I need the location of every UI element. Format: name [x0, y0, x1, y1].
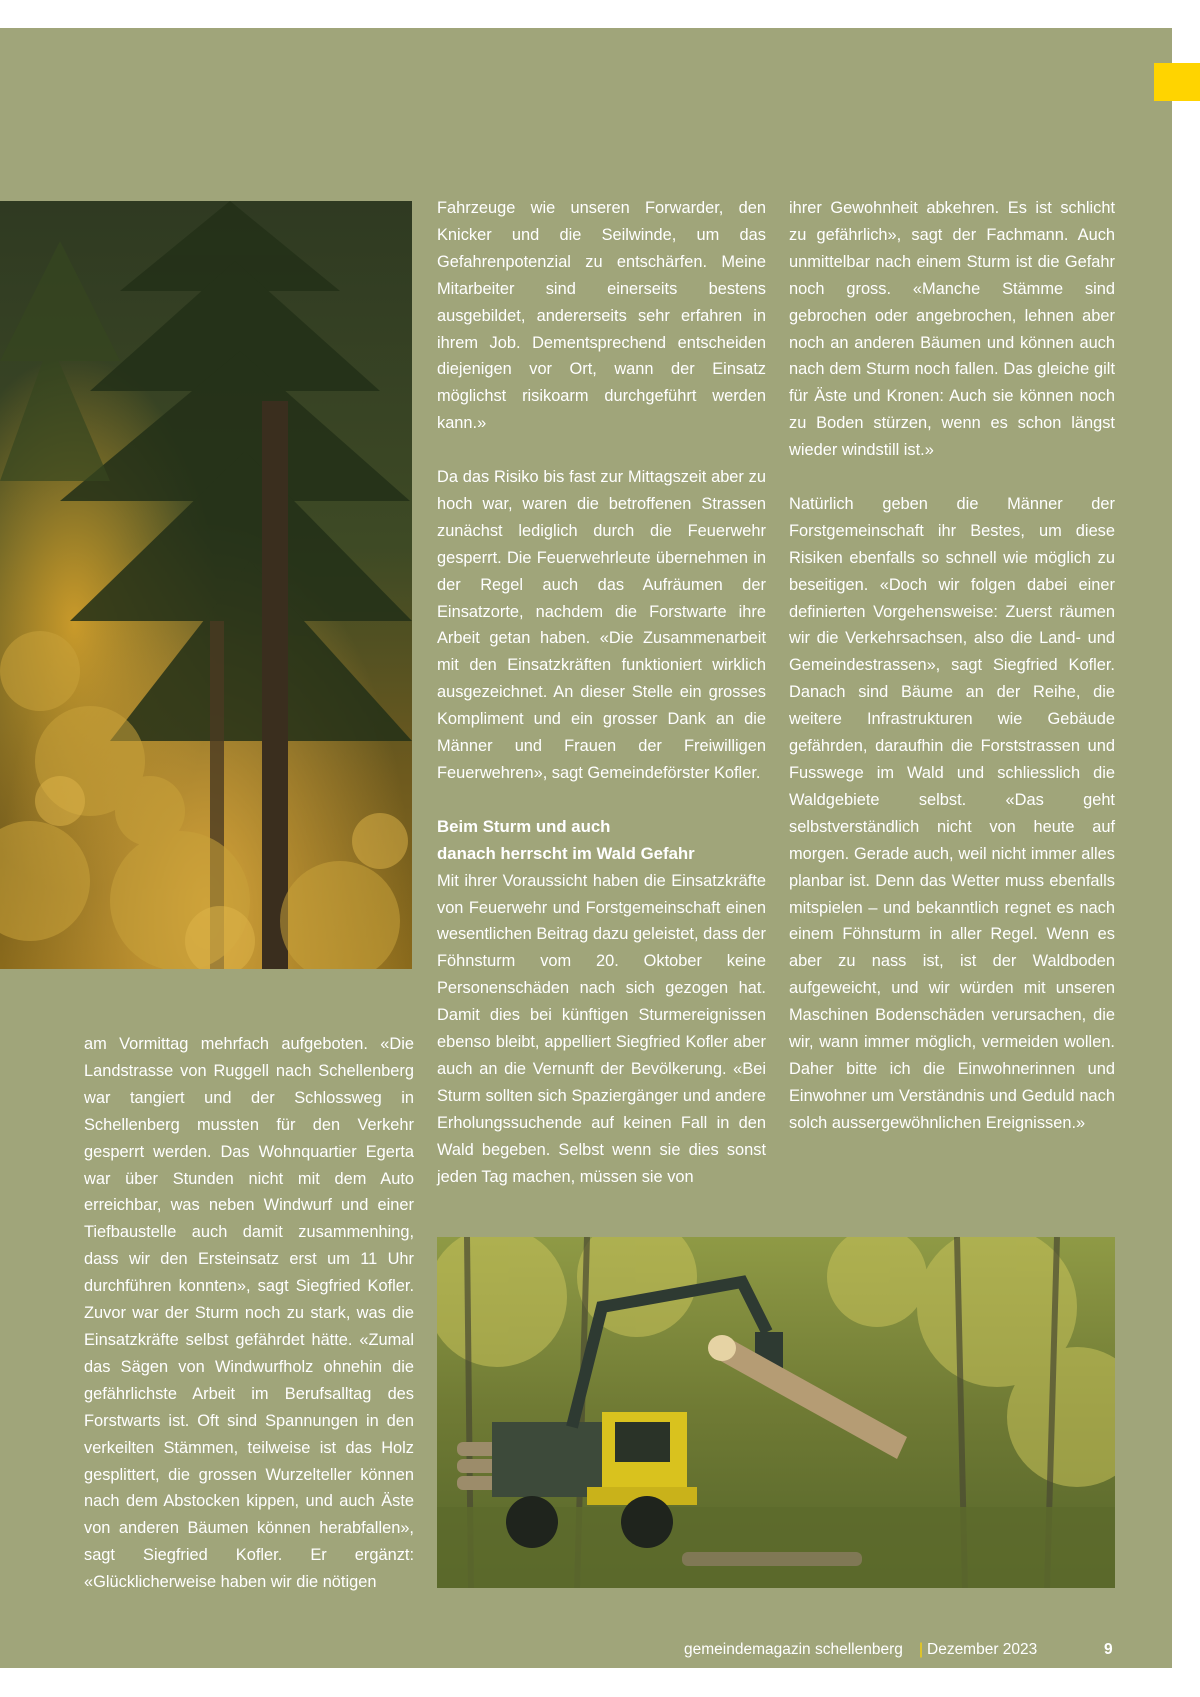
paragraph: Mit ihrer Voraussicht haben die Einsatzkräfte von Feuerwehr und Forstgemeinschaft einen wesentlichen Beitrag dazu geleistet, dass der Föhnsturm vom 20. Oktober keine Personenschäden nach sich gezogen hat. Damit dies bei künftigen Sturmereignissen ebenso bleibt, appelliert Siegfried Kofler aber auch an die Vernunft der Bevölkerung. «Bei Sturm sollten sich Spaziergänger und andere Erholungssuchende auf keinen Fall in den Wald begeben. Selbst wenn sie dies sonst jeden Tag machen, müssen sie von: [437, 871, 766, 1186]
text-column-2: [437, 195, 766, 1191]
paragraph: Da das Risiko bis fast zur Mittagszeit aber zu hoch war, waren die betroffenen Strassen zunächst lediglich durch die Feuerwehr gesperrt. Die Feuerwehrleute übernehmen in der Regel auch das Aufräumen der Einsatzorte, nachdem die Forstwarte ihre Arbeit getan haben. «Die Zusammenarbeit mit den Einsatzkräften funktioniert wirklich ausgezeichnet. An dieser Stelle ein grosses Kompliment und ein grosser Dank an die Männer und Frauen der Freiwilligen Feuerwehren», sagt Gemeindeförster Kofler.: [437, 468, 766, 783]
section-tab-marker: [1154, 63, 1200, 101]
forest-photo: [0, 201, 412, 969]
footer-separator: |: [919, 1641, 924, 1658]
paragraph: am Vormittag mehrfach aufgeboten. «Die Landstrasse von Ruggell nach Schellenberg war tangiert und der Schlossweg in Schellenberg mussten für den Verkehr gesperrt werden. Das Wohnquartier Egerta war über Stunden nicht mit dem Auto erreichbar, was neben Windwurf und einer Tiefbaustelle auch damit zusammenhing, dass wir den Ersteinsatz erst um 11 Uhr durchführen konnten», sagt Siegfried Kofler. Zuvor war der Sturm noch zu stark, was die Einsatzkräfte selbst gefährdet hätte. «Zumal das Sägen von Windwurfholz ohnehin die gefährlichste Arbeit im Berufsalltag des Forstwarts ist. Oft sind Spannungen in den verkeilten Stämmen, teilweise ist das Holz gesplittert, die grossen Wurzelteller können nach dem Abstocken kippen, und auch Äste von anderen Bäumen können herabfallen», sagt Siegfried Kofler. Er ergänzt: «Glücklicherweise haben wir die nötigen: [84, 1035, 414, 1592]
text-column-3: [789, 195, 1115, 1137]
publication-name: gemeindemagazin schellenberg: [684, 1641, 903, 1658]
heading-line-2: danach herrscht im Wald Gefahr: [437, 843, 695, 863]
forwarder-photo: [437, 1237, 1115, 1588]
text-column-1: [84, 1031, 414, 1596]
issue-date: Dezember 2023: [927, 1641, 1038, 1658]
heading-line-1: Beim Sturm und auch: [437, 816, 611, 836]
paragraph: Natürlich geben die Männer der Forstgemeinschaft ihr Bestes, um diese Risiken ebenfalls so schnell wie möglich zu beseitigen. «Doch wir folgen dabei einer definierten Vorgehensweise: Zuerst räumen wir die Verkehrsachsen, also die Land- und Gemeindestrassen», sagt Siegfried Kofler. Danach sind Bäume an der Reihe, die weitere Infrastrukturen wie Gebäude gefährden, daraufhin die Forststrassen und Fusswege im Wald und schliesslich die Waldgebiete selbst. «Das geht selbstverständlich nicht von heute auf morgen. Gerade auch, weil nicht immer alles planbar ist. Denn das Wetter muss ebenfalls mitspielen – und bekanntlich regnet es nach einem Föhnsturm in aller Regel. Wenn es aber zu nass ist, ist der Waldboden aufgeweicht, und wir würden mit unseren Maschinen Bodenschäden verursachen, die wir, wann immer möglich, vermeiden wollen. Daher bitte ich die Einwohnerinnen und Einwohner um Verständnis und Geduld nach solch aussergewöhnlichen Ereignissen.»: [789, 494, 1115, 1132]
section-heading: [437, 814, 766, 868]
paragraph: Fahrzeuge wie unseren Forwarder, den Knicker und die Seilwinde, um das Gefahrenpotenzial zu entschärfen. Meine Mitarbeiter sind einerseits bestens ausgebildet, andererseits sehr erfahren in ihrem Job. Dementsprechend entscheiden diejenigen vor Ort, wann der Einsatz möglichst risikoarm durchgeführt werden kann.»: [437, 199, 766, 433]
paragraph: ihrer Gewohnheit abkehren. Es ist schlicht zu gefährlich», sagt der Fachmann. Auch unmittelbar nach einem Sturm ist die Gefahr noch gross. «Manche Stämme sind gebrochen oder angebrochen, lehnen aber noch an anderen Bäumen und können auch nach dem Sturm noch fallen. Das gleiche gilt für Äste und Kronen: Auch sie können noch zu Boden stürzen, wenn es schon längst wieder windstill ist.»: [789, 199, 1115, 460]
page-footer: [684, 1637, 1124, 1663]
page-number: 9: [1104, 1641, 1113, 1658]
